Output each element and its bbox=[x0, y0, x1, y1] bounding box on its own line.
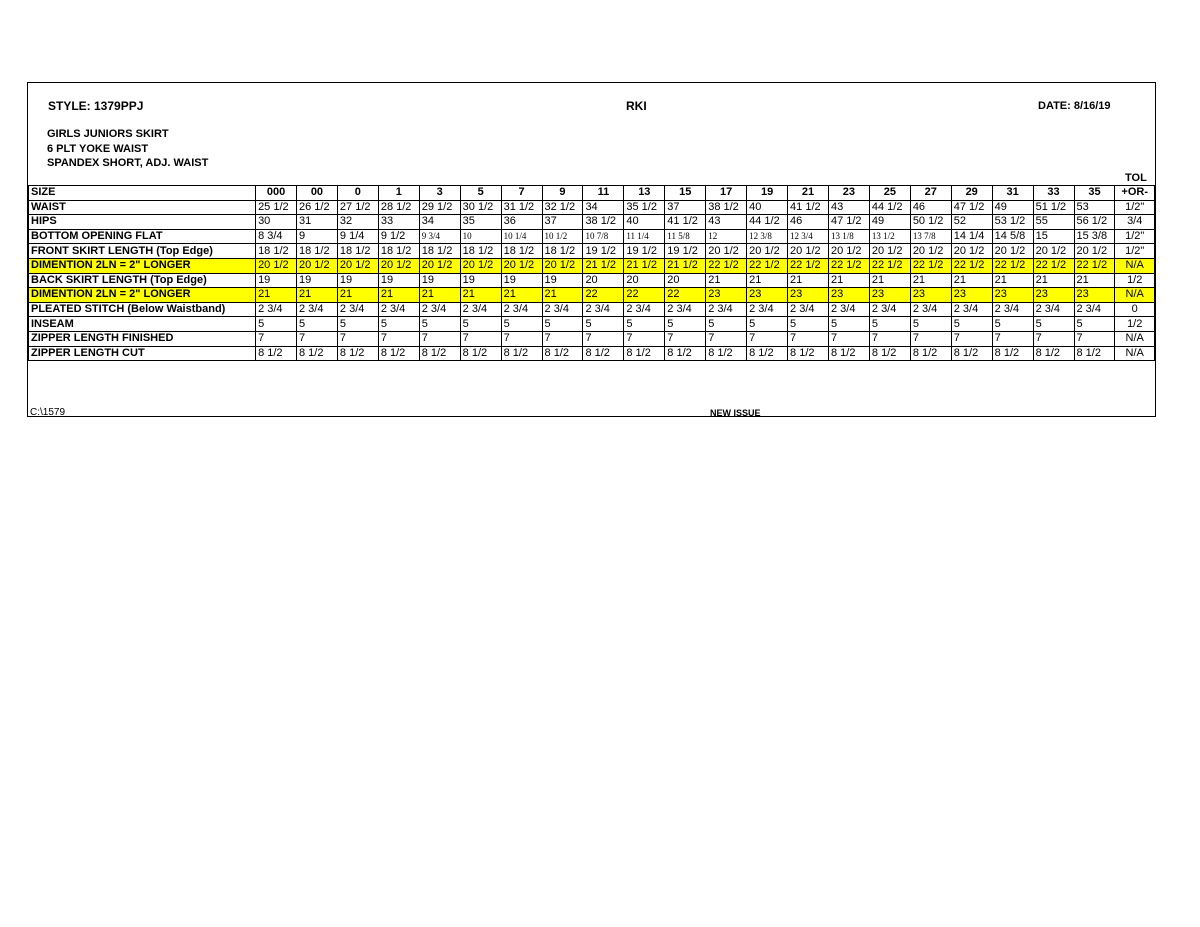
measurement-value: 8 1/2 bbox=[501, 346, 542, 361]
measurement-value: 8 1/2 bbox=[828, 346, 869, 361]
measurement-value: 5 bbox=[337, 317, 378, 332]
tolerance-value: 0 bbox=[1115, 302, 1155, 317]
measurement-label: WAIST bbox=[29, 200, 256, 215]
measurement-value: 11 1/4 bbox=[624, 229, 665, 244]
measurement-value: 19 1/2 bbox=[665, 244, 706, 259]
spec-sheet bbox=[27, 82, 1156, 417]
measurement-value: 8 1/2 bbox=[624, 346, 665, 361]
measurement-value: 23 bbox=[828, 288, 869, 303]
tolerance-label: +OR- bbox=[1115, 186, 1155, 201]
measurement-value: 7 bbox=[1033, 331, 1074, 346]
measurement-value: 5 bbox=[951, 317, 992, 332]
measurement-value: 20 1/2 bbox=[992, 244, 1033, 259]
measurement-value: 22 1/2 bbox=[1074, 258, 1115, 273]
measurement-value: 21 bbox=[419, 288, 460, 303]
tolerance-value: 1/2" bbox=[1115, 244, 1155, 259]
measurement-value: 22 1/2 bbox=[992, 258, 1033, 273]
measurement-value: 35 bbox=[460, 215, 501, 230]
measurement-value: 2 3/4 bbox=[869, 302, 910, 317]
measurement-value: 2 3/4 bbox=[296, 302, 337, 317]
measurement-value: 25 1/2 bbox=[256, 200, 297, 215]
measurement-value: 41 1/2 bbox=[665, 215, 706, 230]
measurement-value: 2 3/4 bbox=[583, 302, 624, 317]
measurement-value: 32 1/2 bbox=[542, 200, 583, 215]
measurement-value: 22 1/2 bbox=[1033, 258, 1074, 273]
measurement-value: 23 bbox=[869, 288, 910, 303]
measurement-value: 7 bbox=[828, 331, 869, 346]
measurement-value: 21 1/2 bbox=[624, 258, 665, 273]
measurement-label: ZIPPER LENGTH CUT bbox=[29, 346, 256, 361]
measurement-value: 19 bbox=[378, 273, 419, 288]
size-header-cell: 29 bbox=[951, 186, 992, 201]
measurement-value: 8 1/2 bbox=[951, 346, 992, 361]
size-header-cell: 17 bbox=[706, 186, 747, 201]
tolerance-value: 1/2" bbox=[1115, 229, 1155, 244]
measurement-value: 49 bbox=[992, 200, 1033, 215]
measurement-value: 5 bbox=[583, 317, 624, 332]
measurement-value: 19 bbox=[337, 273, 378, 288]
measurement-value: 23 bbox=[1033, 288, 1074, 303]
file-path: C:\1579 bbox=[30, 407, 66, 418]
measurement-value: 21 bbox=[378, 288, 419, 303]
measurement-value: 5 bbox=[256, 317, 297, 332]
measurement-value: 9 1/4 bbox=[337, 229, 378, 244]
measurement-value: 7 bbox=[910, 331, 951, 346]
measurement-value: 21 bbox=[337, 288, 378, 303]
measurement-value: 19 bbox=[256, 273, 297, 288]
measurement-value: 7 bbox=[1074, 331, 1115, 346]
measurement-value: 23 bbox=[706, 288, 747, 303]
measurement-value: 21 1/2 bbox=[583, 258, 624, 273]
measurement-value: 20 1/2 bbox=[419, 258, 460, 273]
measurement-value: 21 bbox=[460, 288, 501, 303]
measurement-value: 2 3/4 bbox=[460, 302, 501, 317]
measurement-value: 5 bbox=[1033, 317, 1074, 332]
measurement-value: 2 3/4 bbox=[1074, 302, 1115, 317]
measurement-value: 9 1/2 bbox=[378, 229, 419, 244]
measurement-row bbox=[29, 346, 1155, 361]
measurement-row bbox=[29, 317, 1155, 332]
measurement-value: 5 bbox=[788, 317, 829, 332]
measurement-value: 2 3/4 bbox=[624, 302, 665, 317]
measurement-value: 7 bbox=[706, 331, 747, 346]
measurement-value: 31 bbox=[296, 215, 337, 230]
measurement-value: 2 3/4 bbox=[337, 302, 378, 317]
measurement-value: 20 1/2 bbox=[951, 244, 992, 259]
measurement-row bbox=[29, 258, 1155, 273]
size-header-cell: 00 bbox=[296, 186, 337, 201]
measurement-value: 20 1/2 bbox=[747, 244, 788, 259]
measurement-value: 55 bbox=[1033, 215, 1074, 230]
measurement-value: 22 bbox=[583, 288, 624, 303]
measurement-value: 5 bbox=[378, 317, 419, 332]
measurement-value: 7 bbox=[788, 331, 829, 346]
measurement-value: 21 bbox=[747, 273, 788, 288]
measurement-value: 9 3/4 bbox=[419, 229, 460, 244]
measurement-value: 2 3/4 bbox=[419, 302, 460, 317]
measurement-value: 2 3/4 bbox=[788, 302, 829, 317]
measurement-value: 21 bbox=[910, 273, 951, 288]
measurement-value: 5 bbox=[296, 317, 337, 332]
measurement-value: 18 1/2 bbox=[419, 244, 460, 259]
measurement-value: 21 bbox=[869, 273, 910, 288]
measurement-value: 7 bbox=[747, 331, 788, 346]
measurement-value: 26 1/2 bbox=[296, 200, 337, 215]
measurement-value: 20 1/2 bbox=[788, 244, 829, 259]
measurement-value: 20 1/2 bbox=[910, 244, 951, 259]
measurement-value: 22 1/2 bbox=[828, 258, 869, 273]
measurement-value: 20 1/2 bbox=[1074, 244, 1115, 259]
measurement-value: 20 1/2 bbox=[378, 258, 419, 273]
measurement-value: 7 bbox=[992, 331, 1033, 346]
measurement-value: 23 bbox=[951, 288, 992, 303]
measurement-value: 2 3/4 bbox=[706, 302, 747, 317]
measurement-value: 7 bbox=[419, 331, 460, 346]
measurement-value: 14 5/8 bbox=[992, 229, 1033, 244]
size-header-cell: 23 bbox=[828, 186, 869, 201]
measurement-table bbox=[28, 185, 1155, 361]
measurement-value: 10 bbox=[460, 229, 501, 244]
tolerance-value: 1/2 bbox=[1115, 317, 1155, 332]
size-header-cell: 5 bbox=[460, 186, 501, 201]
measurement-value: 13 1/8 bbox=[828, 229, 869, 244]
measurement-label: BOTTOM OPENING FLAT bbox=[29, 229, 256, 244]
issue-status: NEW ISSUE bbox=[710, 408, 761, 418]
size-header-cell: 0 bbox=[337, 186, 378, 201]
measurement-value: 5 bbox=[747, 317, 788, 332]
measurement-value: 22 1/2 bbox=[747, 258, 788, 273]
measurement-value: 8 1/2 bbox=[460, 346, 501, 361]
tolerance-value: N/A bbox=[1115, 258, 1155, 273]
measurement-value: 20 1/2 bbox=[256, 258, 297, 273]
size-header-cell: 7 bbox=[501, 186, 542, 201]
measurement-value: 21 bbox=[788, 273, 829, 288]
measurement-value: 7 bbox=[378, 331, 419, 346]
measurement-value: 2 3/4 bbox=[828, 302, 869, 317]
measurement-value: 20 bbox=[583, 273, 624, 288]
measurement-value: 20 1/2 bbox=[296, 258, 337, 273]
measurement-value: 21 bbox=[296, 288, 337, 303]
measurement-value: 2 3/4 bbox=[992, 302, 1033, 317]
measurement-value: 8 1/2 bbox=[419, 346, 460, 361]
measurement-value: 5 bbox=[910, 317, 951, 332]
measurement-value: 8 1/2 bbox=[992, 346, 1033, 361]
measurement-value: 8 1/2 bbox=[542, 346, 583, 361]
measurement-value: 12 bbox=[706, 229, 747, 244]
measurement-value: 14 1/4 bbox=[951, 229, 992, 244]
measurement-value: 22 bbox=[665, 288, 706, 303]
measurement-value: 5 bbox=[501, 317, 542, 332]
measurement-value: 18 1/2 bbox=[337, 244, 378, 259]
style-number: STYLE: 1379PPJ bbox=[48, 99, 144, 113]
measurement-value: 2 3/4 bbox=[542, 302, 583, 317]
measurement-row bbox=[29, 229, 1155, 244]
measurement-value: 18 1/2 bbox=[256, 244, 297, 259]
measurement-value: 5 bbox=[665, 317, 706, 332]
measurement-value: 19 bbox=[460, 273, 501, 288]
measurement-value: 7 bbox=[624, 331, 665, 346]
measurement-value: 44 1/2 bbox=[747, 215, 788, 230]
measurement-value: 30 bbox=[256, 215, 297, 230]
measurement-value: 8 1/2 bbox=[1074, 346, 1115, 361]
measurement-value: 22 1/2 bbox=[788, 258, 829, 273]
measurement-value: 43 bbox=[828, 200, 869, 215]
measurement-value: 5 bbox=[460, 317, 501, 332]
issue-date: DATE: 8/16/19 bbox=[1038, 100, 1111, 112]
measurement-value: 20 bbox=[665, 273, 706, 288]
measurement-value: 46 bbox=[788, 215, 829, 230]
measurement-value: 20 1/2 bbox=[501, 258, 542, 273]
measurement-value: 20 1/2 bbox=[460, 258, 501, 273]
tolerance-header: TOL bbox=[1125, 172, 1147, 184]
measurement-value: 7 bbox=[951, 331, 992, 346]
measurement-row bbox=[29, 273, 1155, 288]
measurement-value: 2 3/4 bbox=[1033, 302, 1074, 317]
measurement-row bbox=[29, 244, 1155, 259]
measurement-value: 11 5/8 bbox=[665, 229, 706, 244]
measurement-value: 31 1/2 bbox=[501, 200, 542, 215]
measurement-value: 20 bbox=[624, 273, 665, 288]
measurement-value: 35 1/2 bbox=[624, 200, 665, 215]
measurement-value: 40 bbox=[624, 215, 665, 230]
measurement-value: 34 bbox=[419, 215, 460, 230]
measurement-value: 5 bbox=[869, 317, 910, 332]
measurement-value: 20 1/2 bbox=[828, 244, 869, 259]
measurement-value: 34 bbox=[583, 200, 624, 215]
measurement-value: 7 bbox=[869, 331, 910, 346]
measurement-value: 8 1/2 bbox=[706, 346, 747, 361]
measurement-value: 2 3/4 bbox=[501, 302, 542, 317]
measurement-value: 8 1/2 bbox=[296, 346, 337, 361]
measurement-value: 47 1/2 bbox=[951, 200, 992, 215]
size-header-cell: 25 bbox=[869, 186, 910, 201]
measurement-value: 19 bbox=[296, 273, 337, 288]
measurement-value: 37 bbox=[542, 215, 583, 230]
size-header-cell: 21 bbox=[788, 186, 829, 201]
measurement-value: 8 1/2 bbox=[256, 346, 297, 361]
measurement-label: DIMENTION 2LN = 2" LONGER bbox=[29, 258, 256, 273]
measurement-value: 21 bbox=[1074, 273, 1115, 288]
measurement-value: 7 bbox=[256, 331, 297, 346]
measurement-value: 33 bbox=[378, 215, 419, 230]
measurement-row bbox=[29, 200, 1155, 215]
tolerance-value: N/A bbox=[1115, 331, 1155, 346]
measurement-value: 2 3/4 bbox=[665, 302, 706, 317]
measurement-value: 5 bbox=[706, 317, 747, 332]
measurement-value: 21 bbox=[951, 273, 992, 288]
measurement-value: 8 1/2 bbox=[337, 346, 378, 361]
measurement-value: 8 1/2 bbox=[583, 346, 624, 361]
measurement-value: 22 bbox=[624, 288, 665, 303]
measurement-value: 20 1/2 bbox=[542, 258, 583, 273]
measurement-value: 19 1/2 bbox=[583, 244, 624, 259]
measurement-value: 18 1/2 bbox=[296, 244, 337, 259]
measurement-value: 8 1/2 bbox=[665, 346, 706, 361]
measurement-value: 19 bbox=[542, 273, 583, 288]
measurement-value: 10 1/2 bbox=[542, 229, 583, 244]
tolerance-value: 3/4 bbox=[1115, 215, 1155, 230]
size-header-cell: 35 bbox=[1074, 186, 1115, 201]
size-header-cell: 9 bbox=[542, 186, 583, 201]
measurement-value: 40 bbox=[747, 200, 788, 215]
measurement-value: 21 bbox=[542, 288, 583, 303]
measurement-value: 20 1/2 bbox=[869, 244, 910, 259]
size-header-row bbox=[29, 186, 1155, 201]
measurement-value: 22 1/2 bbox=[910, 258, 951, 273]
measurement-value: 53 bbox=[1074, 200, 1115, 215]
measurement-value: 21 bbox=[828, 273, 869, 288]
tolerance-value: N/A bbox=[1115, 288, 1155, 303]
measurement-row bbox=[29, 331, 1155, 346]
measurement-value: 10 7/8 bbox=[583, 229, 624, 244]
measurement-value: 50 1/2 bbox=[910, 215, 951, 230]
description-line-2: 6 PLT YOKE WAIST bbox=[47, 143, 149, 155]
measurement-value: 46 bbox=[910, 200, 951, 215]
measurement-value: 2 3/4 bbox=[910, 302, 951, 317]
measurement-value: 2 3/4 bbox=[256, 302, 297, 317]
measurement-value: 21 1/2 bbox=[665, 258, 706, 273]
measurement-value: 18 1/2 bbox=[501, 244, 542, 259]
measurement-value: 47 1/2 bbox=[828, 215, 869, 230]
size-header-cell: 000 bbox=[256, 186, 297, 201]
measurement-value: 38 1/2 bbox=[706, 200, 747, 215]
measurement-value: 56 1/2 bbox=[1074, 215, 1115, 230]
measurement-value: 18 1/2 bbox=[542, 244, 583, 259]
measurement-value: 2 3/4 bbox=[747, 302, 788, 317]
size-header-cell: 31 bbox=[992, 186, 1033, 201]
measurement-value: 19 bbox=[419, 273, 460, 288]
measurement-label: DIMENTION 2LN = 2" LONGER bbox=[29, 288, 256, 303]
measurement-value: 20 1/2 bbox=[337, 258, 378, 273]
measurement-value: 23 bbox=[747, 288, 788, 303]
measurement-label: FRONT SKIRT LENGTH (Top Edge) bbox=[29, 244, 256, 259]
measurement-value: 5 bbox=[419, 317, 460, 332]
measurement-value: 43 bbox=[706, 215, 747, 230]
measurement-value: 52 bbox=[951, 215, 992, 230]
measurement-value: 5 bbox=[992, 317, 1033, 332]
measurement-value: 21 bbox=[1033, 273, 1074, 288]
measurement-value: 22 1/2 bbox=[706, 258, 747, 273]
size-header-cell: 33 bbox=[1033, 186, 1074, 201]
measurement-value: 23 bbox=[788, 288, 829, 303]
size-header-cell: 19 bbox=[747, 186, 788, 201]
measurement-value: 21 bbox=[992, 273, 1033, 288]
measurement-value: 37 bbox=[665, 200, 706, 215]
measurement-value: 7 bbox=[583, 331, 624, 346]
measurement-value: 19 1/2 bbox=[624, 244, 665, 259]
measurement-value: 15 3/8 bbox=[1074, 229, 1115, 244]
measurement-value: 19 bbox=[501, 273, 542, 288]
size-header-cell: 1 bbox=[378, 186, 419, 201]
measurement-value: 8 1/2 bbox=[747, 346, 788, 361]
measurement-value: 28 1/2 bbox=[378, 200, 419, 215]
tolerance-value: N/A bbox=[1115, 346, 1155, 361]
measurement-value: 7 bbox=[542, 331, 583, 346]
measurement-row bbox=[29, 215, 1155, 230]
measurement-value: 2 3/4 bbox=[378, 302, 419, 317]
measurement-row bbox=[29, 302, 1155, 317]
measurement-value: 32 bbox=[337, 215, 378, 230]
measurement-value: 8 1/2 bbox=[1033, 346, 1074, 361]
measurement-value: 21 bbox=[706, 273, 747, 288]
measurement-value: 8 1/2 bbox=[869, 346, 910, 361]
measurement-value: 41 1/2 bbox=[788, 200, 829, 215]
measurement-label: HIPS bbox=[29, 215, 256, 230]
measurement-value: 2 3/4 bbox=[951, 302, 992, 317]
measurement-value: 18 1/2 bbox=[460, 244, 501, 259]
measurement-value: 13 1/2 bbox=[869, 229, 910, 244]
measurement-value: 8 1/2 bbox=[788, 346, 829, 361]
measurement-value: 38 1/2 bbox=[583, 215, 624, 230]
measurement-value: 9 bbox=[296, 229, 337, 244]
measurement-value: 10 1/4 bbox=[501, 229, 542, 244]
measurement-value: 18 1/2 bbox=[378, 244, 419, 259]
measurement-value: 23 bbox=[910, 288, 951, 303]
description-line-3: SPANDEX SHORT, ADJ. WAIST bbox=[47, 157, 209, 169]
size-header-cell: 3 bbox=[419, 186, 460, 201]
measurement-label: BACK SKIRT LENGTH (Top Edge) bbox=[29, 273, 256, 288]
measurement-value: 44 1/2 bbox=[869, 200, 910, 215]
brand-name: RKI bbox=[626, 99, 647, 113]
size-header-cell: 15 bbox=[665, 186, 706, 201]
measurement-value: 5 bbox=[828, 317, 869, 332]
measurement-value: 12 3/4 bbox=[788, 229, 829, 244]
description-line-1: GIRLS JUNIORS SKIRT bbox=[47, 128, 169, 140]
size-header-cell: 11 bbox=[583, 186, 624, 201]
measurement-value: 15 bbox=[1033, 229, 1074, 244]
measurement-value: 7 bbox=[501, 331, 542, 346]
measurement-row bbox=[29, 288, 1155, 303]
measurement-value: 21 bbox=[501, 288, 542, 303]
measurement-value: 36 bbox=[501, 215, 542, 230]
measurement-value: 12 3/8 bbox=[747, 229, 788, 244]
measurement-value: 23 bbox=[992, 288, 1033, 303]
measurement-value: 7 bbox=[665, 331, 706, 346]
measurement-value: 30 1/2 bbox=[460, 200, 501, 215]
measurement-value: 8 1/2 bbox=[910, 346, 951, 361]
measurement-value: 7 bbox=[337, 331, 378, 346]
measurement-label: PLEATED STITCH (Below Waistband) bbox=[29, 302, 256, 317]
measurement-value: 29 1/2 bbox=[419, 200, 460, 215]
size-header-cell: 13 bbox=[624, 186, 665, 201]
measurement-value: 22 1/2 bbox=[869, 258, 910, 273]
measurement-value: 20 1/2 bbox=[1033, 244, 1074, 259]
measurement-value: 51 1/2 bbox=[1033, 200, 1074, 215]
measurement-value: 21 bbox=[256, 288, 297, 303]
measurement-value: 5 bbox=[1074, 317, 1115, 332]
measurement-value: 20 1/2 bbox=[706, 244, 747, 259]
measurement-value: 53 1/2 bbox=[992, 215, 1033, 230]
measurement-value: 8 1/2 bbox=[378, 346, 419, 361]
measurement-value: 5 bbox=[624, 317, 665, 332]
measurement-value: 23 bbox=[1074, 288, 1115, 303]
measurement-value: 8 3/4 bbox=[256, 229, 297, 244]
measurement-value: 49 bbox=[869, 215, 910, 230]
measurement-value: 13 7/8 bbox=[910, 229, 951, 244]
measurement-value: 5 bbox=[542, 317, 583, 332]
measurement-value: 7 bbox=[460, 331, 501, 346]
measurement-value: 7 bbox=[296, 331, 337, 346]
tolerance-value: 1/2" bbox=[1115, 200, 1155, 215]
measurement-value: 22 1/2 bbox=[951, 258, 992, 273]
measurement-label: INSEAM bbox=[29, 317, 256, 332]
measurement-label: ZIPPER LENGTH FINISHED bbox=[29, 331, 256, 346]
tolerance-value: 1/2 bbox=[1115, 273, 1155, 288]
size-label: SIZE bbox=[29, 186, 256, 201]
size-header-cell: 27 bbox=[910, 186, 951, 201]
measurement-value: 27 1/2 bbox=[337, 200, 378, 215]
